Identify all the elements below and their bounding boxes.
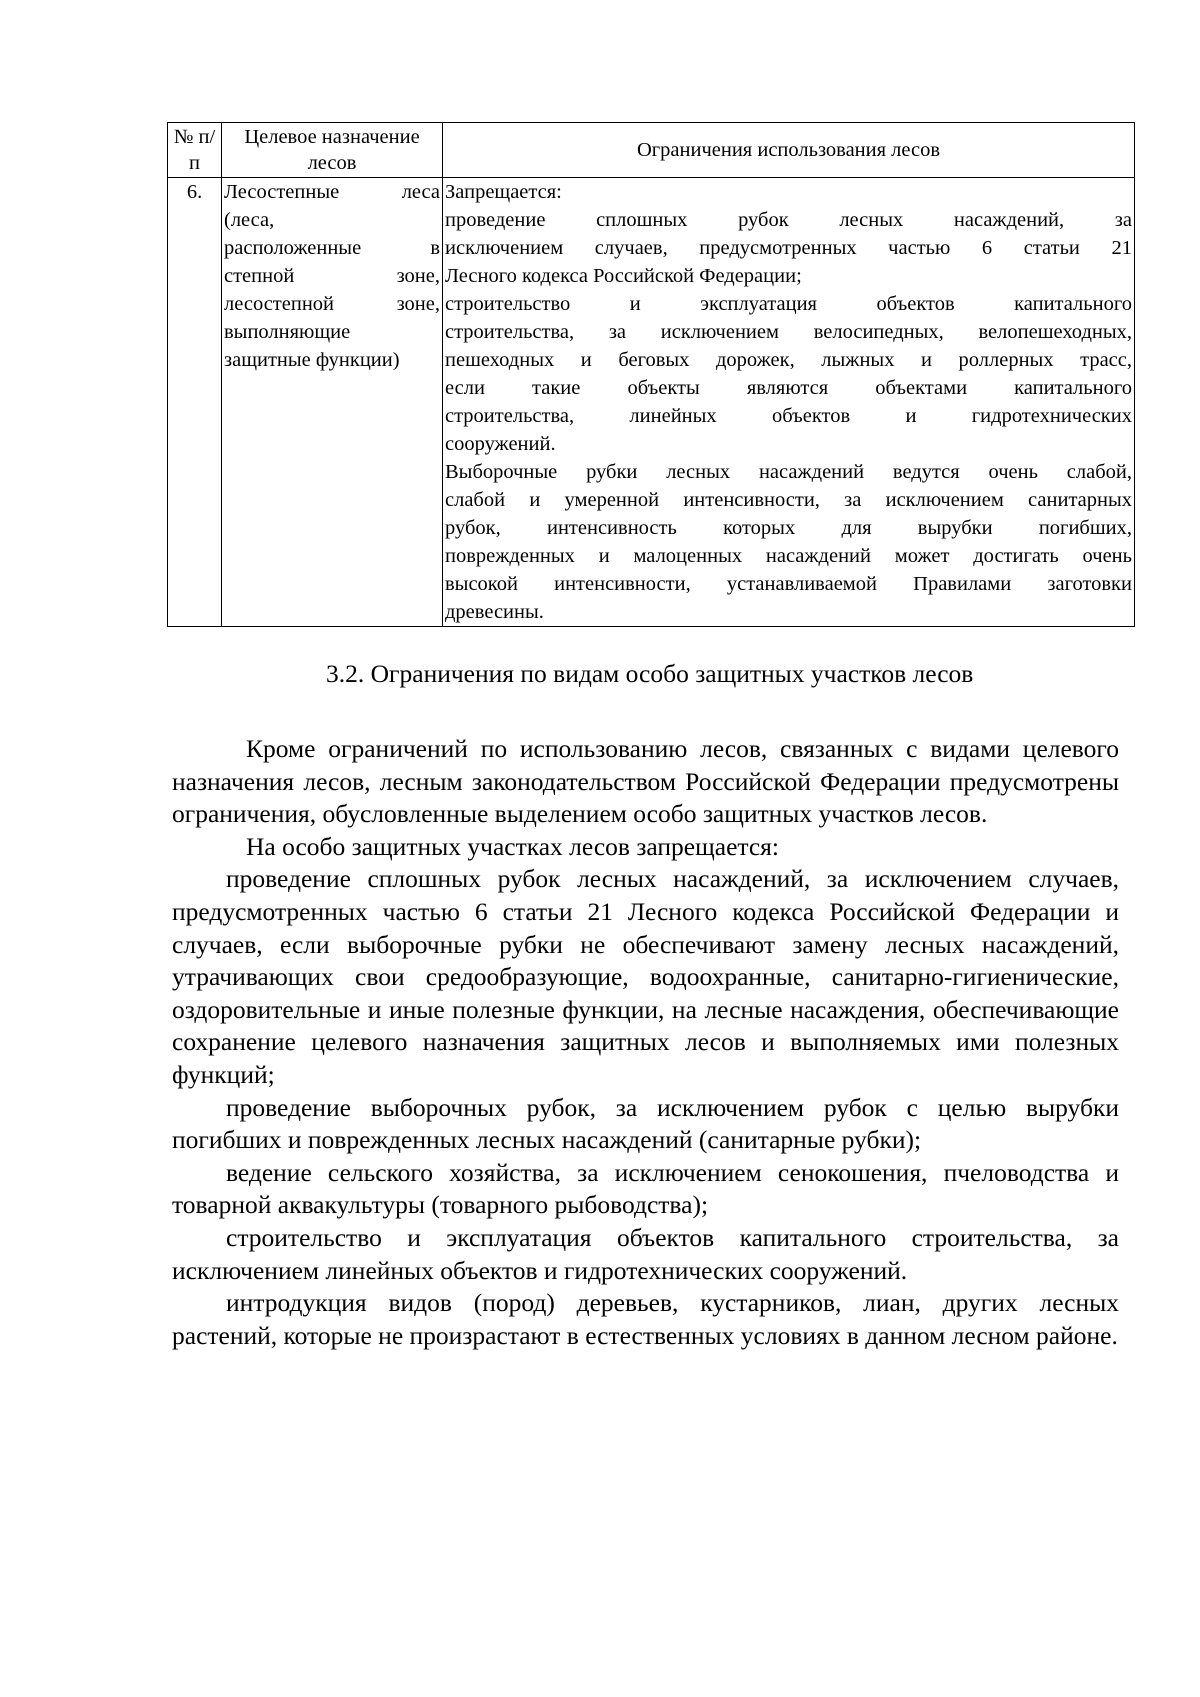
header-restrictions: Ограничения использования лесов [443, 123, 1135, 178]
restriction-line: высокой интенсивности, устанавливаемой Правилами заготовки [445, 573, 1132, 595]
restriction-line: Запрещается: [445, 181, 562, 203]
restriction-line: Лесного кодекса Российской Федерации; [445, 265, 802, 287]
section-body [172, 733, 1119, 1352]
purpose-line: Лесостепные леса [224, 181, 440, 203]
section-heading: 3.2. Ограничения по видам особо защитных участков лесов [326, 659, 974, 688]
restriction-line: Выборочные рубки лесных насаждений ведутся очень слабой, [445, 461, 1132, 483]
restriction-line: строительства, линейных объектов и гидротехнических [445, 405, 1132, 427]
paragraph: Кроме ограничений по использованию лесов, связанных с видами целевого назначения лесов, лесным законодательством Российской Федерации предусмотрены ограничения, обусловленные выделением особо защитных участков лесов. [172, 734, 1119, 829]
restriction-line: исключением случаев, предусмотренных частью 6 статьи 21 [445, 237, 1132, 259]
restriction-line: рубок, интенсивность которых для вырубки погибших, [445, 517, 1132, 539]
row-restrictions [443, 178, 1135, 627]
restriction-line: проведение сплошных рубок лесных насаждений, за [445, 209, 1132, 231]
restriction-line: сооружений. [445, 433, 556, 455]
restriction-line: поврежденных и малоценных насаждений может достигать очень [445, 545, 1132, 567]
restriction-line: слабой и умеренной интенсивности, за исключением санитарных [445, 489, 1132, 511]
restrictions-table [167, 122, 1135, 627]
row-purpose [222, 178, 443, 627]
purpose-line: выполняющие [224, 321, 351, 343]
paragraph: проведение выборочных рубок, за исключением рубок с целью вырубки погибших и поврежденных лесных насаждений (санитарные рубки); [172, 1092, 1119, 1155]
row-number: 6. [168, 178, 222, 627]
purpose-line: (леса, [224, 209, 275, 231]
restriction-line: строительство и эксплуатация объектов капитального [445, 293, 1132, 315]
restriction-line: строительства, за исключением велосипедных, велопешеходных, [445, 321, 1132, 343]
paragraph: интродукция видов (пород) деревьев, кустарников, лиан, других лесных растений, которые не произрастают в естественных условиях в данном лесном районе. [172, 1288, 1119, 1350]
purpose-line: лесостепной зоне, [224, 293, 440, 315]
purpose-line: расположенные в [224, 237, 440, 259]
restriction-line: древесины. [445, 601, 544, 623]
paragraph: На особо защитных участках лесов запрещается: [246, 831, 779, 861]
table-header-row [168, 123, 1135, 178]
header-purpose: Целевое назначение лесов [222, 123, 443, 178]
paragraph: строительство и эксплуатация объектов капитального строительства, за исключением линейных объектов и гидротехнических сооружений. [172, 1222, 1119, 1285]
paragraph: проведение сплошных рубок лесных насаждений, за исключением случаев, предусмотренных частью 6 статьи 21 Лесного кодекса Российской Федерации и случаев, если выборочные рубки не обеспечивают замену лесных насаждений, утрачивающих свои средообразующие, водоохранные, санитарно-гигиенические, оздоровительные и иные полезные функции, на лесные насаждения, обеспечивающие сохранение целевого назначения защитных лесов и выполняемых ими полезных функций; [172, 864, 1119, 1089]
header-number: № п/п [168, 123, 222, 178]
restriction-line: если такие объекты являются объектами капитального [445, 377, 1132, 399]
purpose-line: степной зоне, [224, 265, 440, 287]
table-row [168, 178, 1135, 627]
purpose-line: защитные функции) [224, 349, 400, 371]
paragraph: ведение сельского хозяйства, за исключением сенокошения, пчеловодства и товарной аквакультуры (товарного рыбоводства); [172, 1157, 1119, 1220]
restriction-line: пешеходных и беговых дорожек, лыжных и роллерных трасс, [445, 349, 1132, 371]
